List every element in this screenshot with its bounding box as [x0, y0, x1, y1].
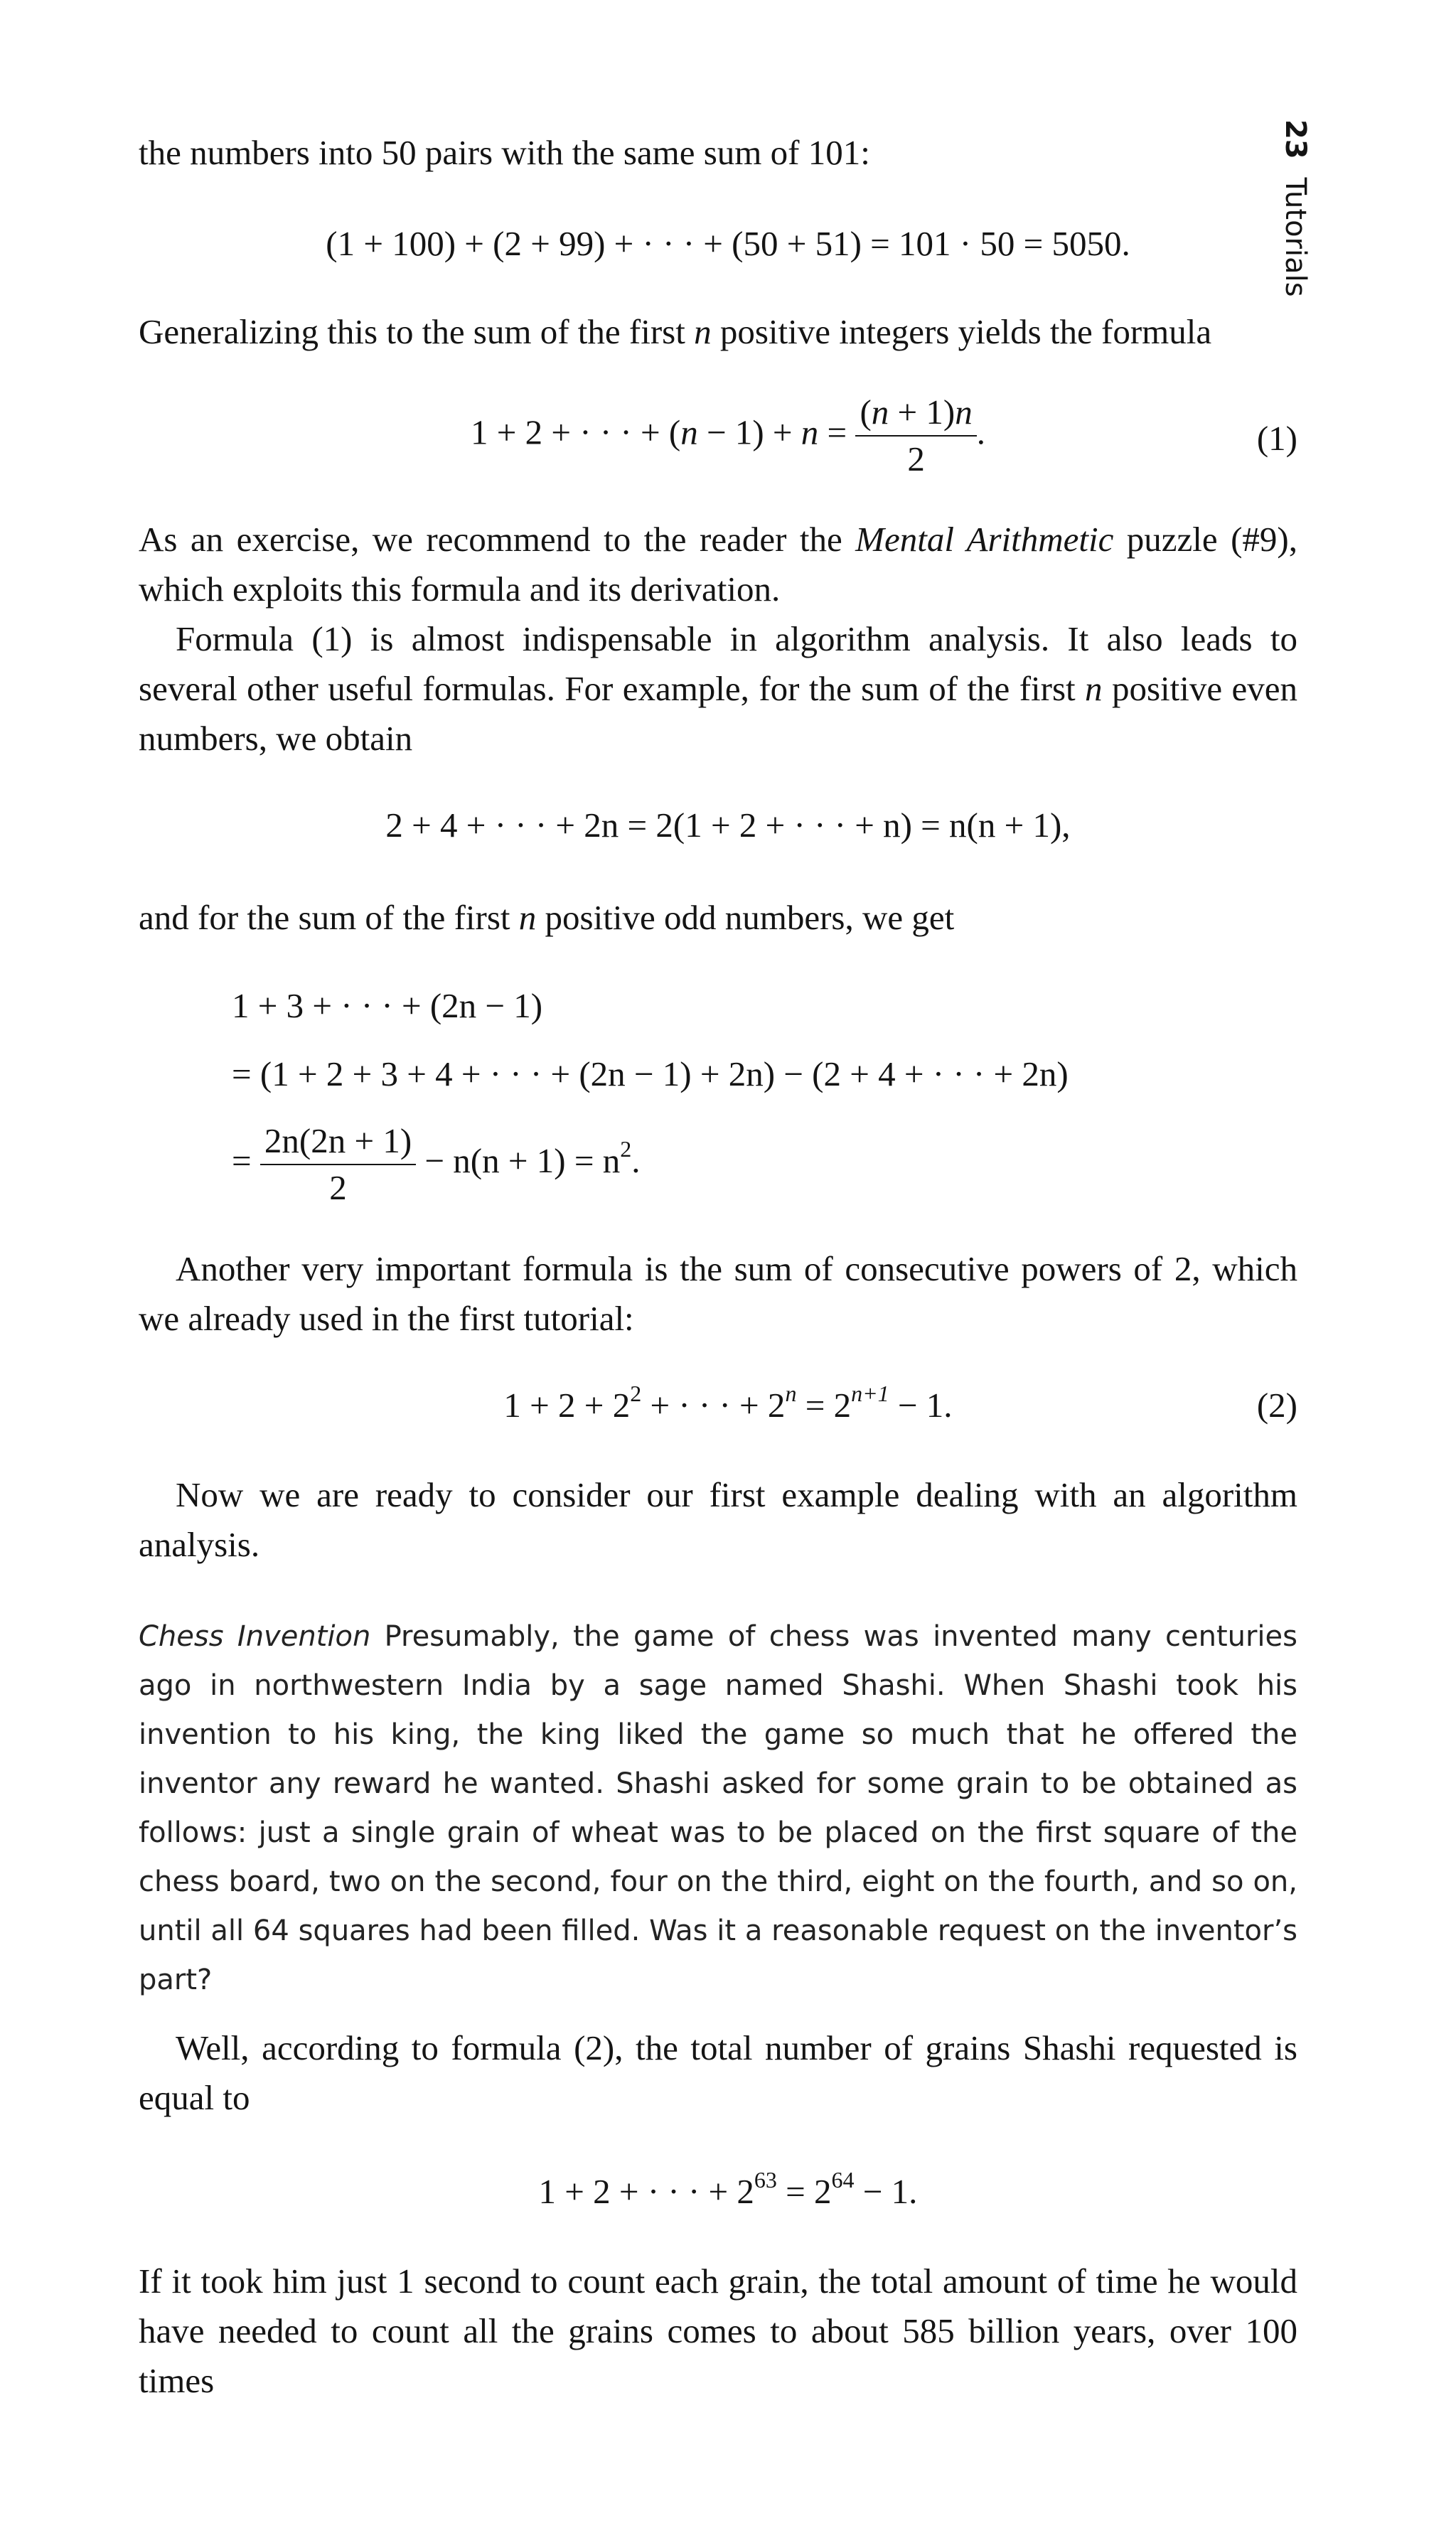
text: positive even numbers, we obtain [139, 669, 1298, 758]
text: puzzle (#9), which exploits this formula and its derivation. [139, 520, 1298, 609]
eq1-denominator: 2 [907, 439, 925, 478]
var-n: n [518, 898, 537, 937]
section-title: Tutorials [1279, 177, 1312, 297]
superscript [785, 1381, 796, 1406]
paragraph-counting-time: If it took him just 1 second to count each grain, the total amount of time he would have needed to count all the grains comes to about 585 billion years, over 100 times [139, 2261, 1297, 2400]
equation-pairs: (1 + 100) + (2 + 99) + · · · + (50 + 51) = 101 · 50 = 5050. [326, 224, 1130, 263]
var-n: n [871, 392, 889, 432]
text: As an exercise, we recommend to the reader the [139, 520, 856, 559]
odd-line-3 [232, 1115, 640, 1211]
paragraph-exercise [139, 515, 1297, 614]
var-n: n [680, 412, 698, 452]
text: + · · · + 2 [641, 1386, 786, 1425]
odd-denominator: 2 [329, 1167, 347, 1207]
paragraph-formula-1 [139, 614, 1297, 764]
superscript: 2 [620, 1136, 632, 1162]
superscript: 2 [630, 1381, 642, 1406]
superscript: n+1 [851, 1381, 889, 1406]
puzzle-reference: Mental Arithmetic [855, 520, 1114, 559]
text: − n(n + 1) = n [416, 1141, 621, 1180]
paragraph-powers-of-2: Another very important formula is the sum of consecutive powers of 2, which we already used in the first tutorial: [139, 1249, 1297, 1338]
paragraph-grains-total: Well, according to formula (2), the total number of grains Shashi requested is equal to [139, 2028, 1297, 2117]
eq1-equals: = [818, 412, 856, 452]
text: . [631, 1141, 641, 1180]
puzzle-text: Presumably, the game of chess was invented many centuries ago in northwestern India by a sage named Shashi. When Shashi took his invention to his king, the king liked the game so much that he offered the inventor any reward he wanted. Shashi asked for some grain to be obtained as follows: just a single grain of wheat was to be placed on the first square of the chess board, two on the second, four on the third, eight on the fourth, and so on, until all 64 squares had been filled. Was it a reasonable request on the inventor’s part? [139, 1620, 1297, 1996]
equals: = [232, 1141, 252, 1180]
paragraph-ready: Now we are ready to consider our first example dealing with an algorithm analysis. [139, 1475, 1297, 1564]
equation-even: 2 + 4 + · · · + 2n = 2(1 + 2 + · · · + n) = n(n + 1), [385, 805, 1071, 845]
text: positive integers yields the formula [711, 312, 1212, 351]
paragraph-odd-intro [139, 893, 1297, 943]
chess-invention-puzzle [139, 1612, 1297, 2005]
var-n: n [955, 392, 973, 432]
equation-1-label: (1) [1256, 419, 1297, 458]
text: 1 + 2 + · · · + 2 [538, 2172, 754, 2211]
var-n: n [694, 312, 712, 351]
superscript: 63 [754, 2167, 777, 2193]
eq1-fraction [855, 390, 976, 482]
superscript: 64 [831, 2167, 855, 2193]
odd-numerator: 2n(2n + 1) [260, 1118, 416, 1165]
eq1-period: . [976, 412, 985, 452]
odd-fraction [260, 1118, 416, 1211]
text: − 1. [889, 1386, 953, 1425]
text: 1 + 2 + 2 [503, 1386, 631, 1425]
var-n: n [785, 1381, 797, 1406]
odd-line-2: = (1 + 2 + 3 + 4 + · · · + (2n − 1) + 2n) − (2 + 4 + · · · + 2n) [232, 1054, 1069, 1093]
text: Formula (1) is almost indispensable in algorithm analysis. It also leads to several other useful formulas. For example, for the sum of the first [139, 619, 1297, 708]
text: + 1) [889, 392, 956, 432]
text: = 2 [796, 1386, 852, 1425]
text: positive odd numbers, we get [536, 898, 955, 937]
paragraph-generalizing [139, 307, 1297, 357]
text: ( [860, 392, 872, 432]
text: − 1. [854, 2172, 918, 2211]
page-number: 23 [1279, 119, 1312, 159]
text: Generalizing this to the sum of the first [139, 312, 695, 351]
eq1-lhs: − 1) + [697, 412, 801, 452]
equation-2 [0, 1381, 1456, 1430]
var-n: n [801, 412, 819, 452]
paragraph-pairs-intro: the numbers into 50 pairs with the same sum of 101: [139, 133, 870, 172]
text: and for the sum of the first [139, 898, 519, 937]
equation-grains [0, 2167, 1456, 2217]
var-n: n [1085, 669, 1103, 708]
odd-line-1: 1 + 3 + · · · + (2n − 1) [232, 986, 543, 1025]
eq1-numerator [855, 390, 976, 437]
eq1-lhs: 1 + 2 + · · · + ( [471, 412, 681, 452]
puzzle-title: Chess Invention [139, 1620, 371, 1653]
text: = 2 [776, 2172, 832, 2211]
equation-2-label: (2) [1256, 1386, 1297, 1425]
equation-1 [0, 390, 1456, 482]
